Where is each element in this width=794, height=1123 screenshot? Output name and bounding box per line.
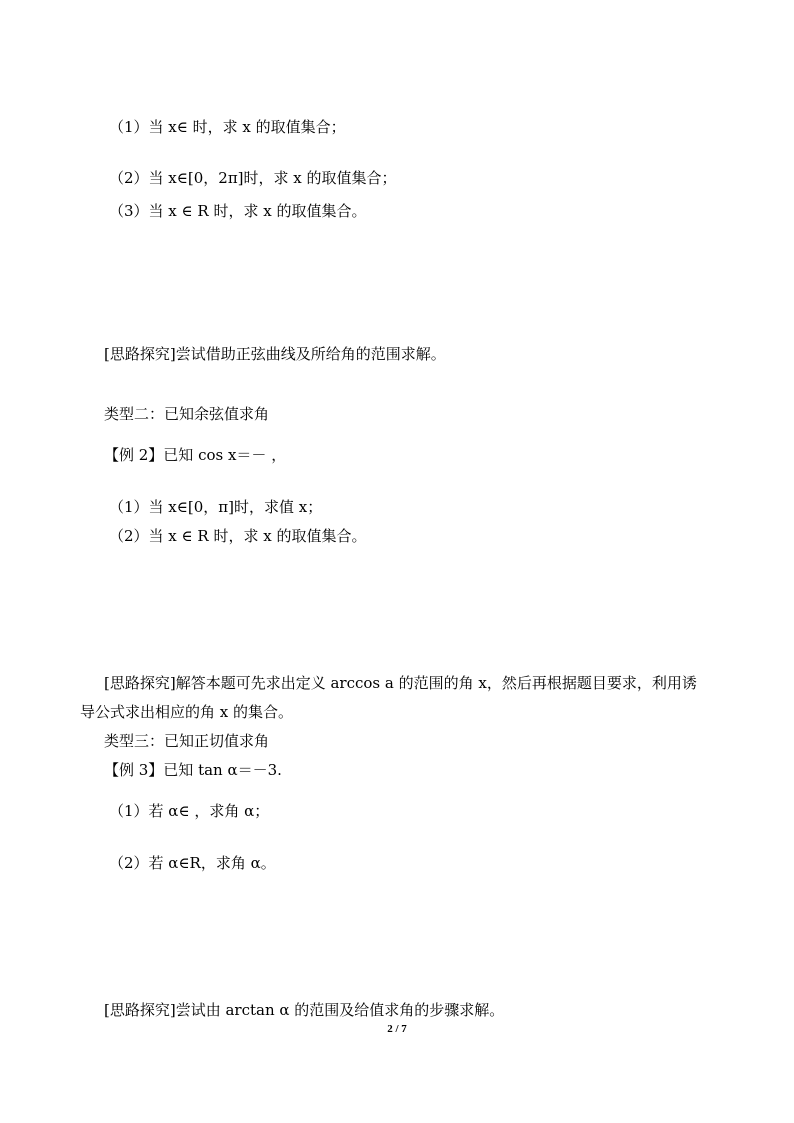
example-3-line: 【例 3】已知 tan α＝－3.: [104, 761, 282, 779]
question-2-line: （2）当 x∈[0，2π]时，求 x 的取值集合；: [109, 169, 397, 187]
example-2-part-2: （2）当 x ∈ R 时，求 x 的取值集合。: [109, 527, 367, 545]
section-type-2-heading: 类型二：已知余弦值求角: [104, 405, 270, 423]
example-3-part-2: （2）若 α∈R，求角 α。: [109, 854, 276, 872]
example-3-part-1: （1）若 α∈ ，求角 α；: [109, 802, 270, 820]
section-type-3-heading: 类型三：已知正切值求角: [104, 732, 270, 750]
hint-1: [思路探究]尝试借助正弦曲线及所给角的范围求解。: [104, 345, 446, 363]
example-2-line: 【例 2】已知 cos x＝－ ，: [104, 446, 287, 464]
question-1-line: （1）当 x∈ 时，求 x 的取值集合；: [109, 118, 346, 136]
page-number: 2 / 7: [387, 1023, 407, 1035]
hint-2-line-2: 导公式求出相应的角 x 的集合。: [80, 703, 293, 721]
example-2-part-1: （1）当 x∈[0，π]时，求值 x；: [109, 498, 323, 516]
hint-2-line-1: [思路探究]解答本题可先求出定义 arccos a 的范围的角 x，然后再根据题目要求，利用诱: [104, 674, 697, 692]
hint-3: [思路探究]尝试由 arctan α 的范围及给值求角的步骤求解。: [104, 1001, 505, 1019]
question-3-line: （3）当 x ∈ R 时，求 x 的取值集合。: [109, 202, 367, 220]
